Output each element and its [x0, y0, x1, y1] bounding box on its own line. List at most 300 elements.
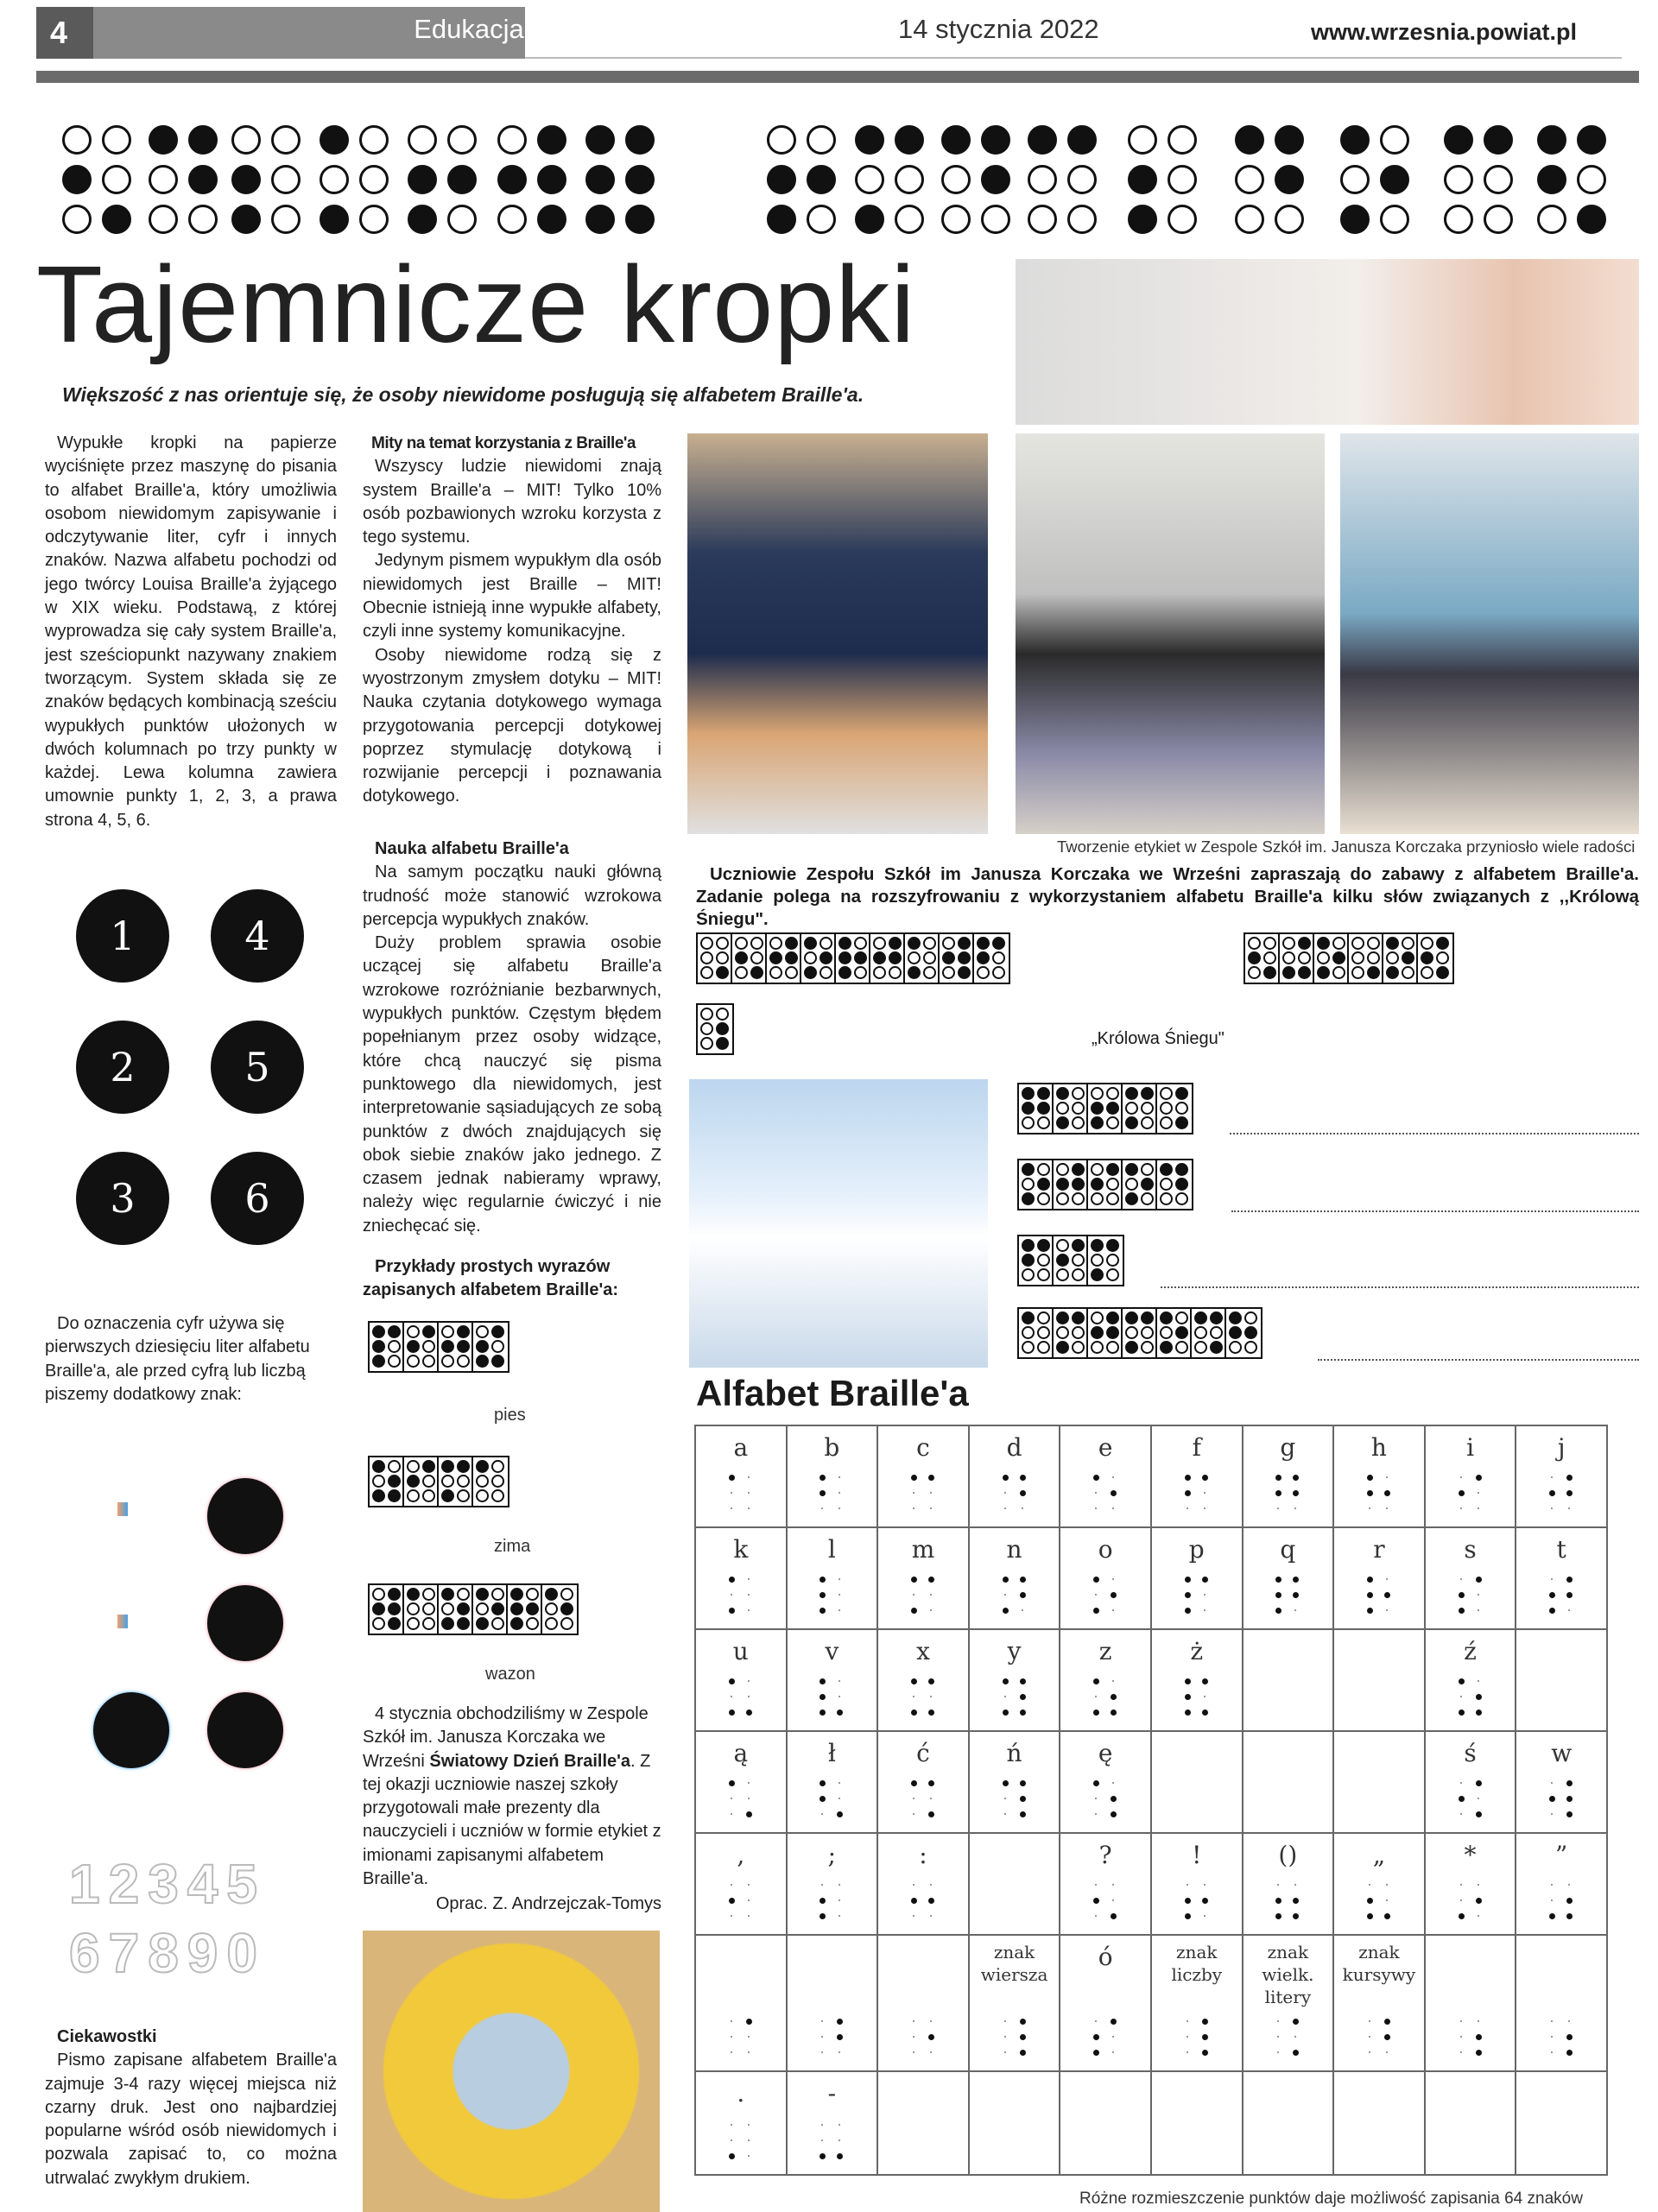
word-zima-braille [368, 1456, 509, 1507]
braille-dot [837, 1811, 843, 1817]
braille-dot [1185, 1694, 1191, 1700]
braille-dot [1112, 1782, 1114, 1784]
braille-dot [457, 1489, 470, 1502]
braille-dot [1566, 1913, 1573, 1919]
braille-dot [497, 125, 527, 155]
puzzle-word-3 [696, 1003, 734, 1055]
alphabet-glyph: c [916, 1433, 930, 1462]
braille-dot [1022, 1192, 1035, 1205]
braille-dot [913, 1594, 914, 1596]
braille-dot [854, 937, 867, 950]
braille-dot [359, 165, 389, 194]
braille-dot [1022, 1116, 1035, 1129]
alphabet-glyph: g [1280, 1433, 1296, 1462]
alphabet-glyph: : [919, 1841, 927, 1869]
braille-dot [731, 2051, 732, 2053]
braille-dot [1056, 1268, 1069, 1281]
braille-dot [359, 205, 389, 234]
braille-dot [1022, 1087, 1035, 1100]
braille-dot [729, 1678, 735, 1684]
cell-number-3: 3 [76, 1152, 169, 1245]
braille-dot [1141, 1341, 1154, 1354]
braille-dot [1282, 966, 1295, 979]
braille-dot [785, 937, 798, 950]
braille-sign [1088, 2015, 1123, 2063]
braille-dot [1204, 1492, 1206, 1494]
alphabet-cell [695, 2071, 787, 2175]
braille-dot [1340, 125, 1370, 155]
braille-sign [724, 1471, 758, 1520]
braille-dot [1037, 1239, 1050, 1252]
braille-dot [1141, 1102, 1154, 1115]
braille-dot [729, 1780, 735, 1786]
braille-dot [1294, 1507, 1296, 1509]
braille-sign [906, 2015, 940, 2063]
braille-dot [1111, 1796, 1117, 1802]
braille-dot [1091, 1326, 1104, 1339]
labels-photo [363, 1931, 660, 2212]
alphabet-glyph: ; [827, 1841, 837, 1869]
braille-sign [1362, 2015, 1396, 2063]
alphabet-glyph: ó [1098, 1943, 1113, 1971]
braille-dot [1091, 1163, 1104, 1176]
braille-dot [729, 2153, 735, 2159]
braille-dot [838, 937, 851, 950]
answer-line-1 [1230, 1133, 1639, 1134]
braille-dot [785, 951, 798, 964]
braille-dot [497, 205, 527, 234]
braille-dot [1125, 1087, 1138, 1100]
braille-dot [1204, 1507, 1206, 1509]
braille-dot [1577, 165, 1606, 194]
braille-dot [1202, 2019, 1208, 2025]
alphabet-cell [1333, 1629, 1425, 1731]
braille-dot [820, 1490, 826, 1496]
alphabet-glyph: , [737, 1841, 745, 1869]
braille-dot [748, 2036, 750, 2038]
braille-dot [1204, 1609, 1206, 1611]
braille-dot [1478, 1492, 1479, 1494]
braille-dot [585, 205, 615, 234]
braille-dot [271, 205, 301, 234]
braille-dot [1037, 1087, 1050, 1100]
braille-sign [906, 1879, 940, 1927]
braille-dot [716, 1037, 729, 1050]
braille-dot [1551, 1782, 1553, 1784]
braille-dot [913, 1813, 914, 1815]
braille-dot [930, 1696, 932, 1697]
braille-sign [997, 1573, 1032, 1621]
braille-dot [837, 2019, 843, 2025]
braille-dot [457, 1340, 470, 1353]
alphabet-cell [1060, 1629, 1151, 1731]
braille-cell [370, 1323, 404, 1371]
alphabet-cell [1151, 1731, 1243, 1833]
puzzle-question-3 [1017, 1235, 1124, 1286]
braille-dot [729, 1577, 735, 1583]
braille-dot [854, 951, 867, 964]
braille-dot [1020, 1592, 1026, 1598]
braille-dot [1551, 2036, 1553, 2038]
curiosities-text: Pismo zapisane alfabetem Braille'a zajmuje 3-4 razy więcej miejsca niż czarny druk. Jest ono najbardziej popularne wśród osób niewidomych i pozwala zapisać to, co można utrwalać zwykłym drukiem. [45, 2051, 337, 2188]
braille-dot [731, 1884, 732, 1886]
braille-dot [1112, 2051, 1114, 2053]
braille-dot [992, 966, 1005, 979]
alphabet-glyph: ć [916, 1739, 930, 1767]
braille-sign [724, 1879, 758, 1927]
braille-dot [1125, 1192, 1138, 1205]
braille-dot [1402, 937, 1414, 950]
braille-cell [370, 1585, 404, 1634]
braille-dot [1551, 1884, 1553, 1886]
braille-dot [1577, 205, 1606, 234]
lead-text: Większość z nas orientuje się, że osoby niewidome posługują się alfabetem Braille'a. [62, 383, 864, 406]
braille-dot [1037, 1254, 1050, 1267]
braille-dot [1093, 1678, 1099, 1684]
braille-dot [1369, 2036, 1370, 2038]
braille-dot [526, 1588, 539, 1601]
braille-cell [1280, 934, 1314, 983]
alphabet-cell [969, 1833, 1060, 1935]
braille-dot [1460, 1884, 1462, 1886]
braille-dot [388, 1588, 401, 1601]
alphabet-glyph: j [1557, 1433, 1566, 1462]
braille-dot [1476, 2034, 1482, 2040]
braille-dot [958, 951, 971, 964]
braille-dot [1112, 1884, 1114, 1886]
braille-cell [1418, 934, 1452, 983]
braille-dot [1175, 1341, 1188, 1354]
braille-dot [510, 1588, 523, 1601]
braille-dot [1551, 2051, 1553, 2053]
braille-dot [923, 951, 936, 964]
braille-dot [1537, 205, 1566, 234]
alphabet-cell [787, 1527, 878, 1629]
braille-dot [700, 966, 713, 979]
braille-dot [1111, 1490, 1117, 1496]
issue-date: 14 stycznia 2022 [898, 14, 1099, 44]
alphabet-cell [877, 1425, 969, 1527]
alphabet-glyph: ę [1098, 1739, 1113, 1767]
braille-dot [908, 937, 921, 950]
braille-dot [1072, 1254, 1085, 1267]
alphabet-cell [877, 2071, 969, 2175]
braille-dot [731, 2124, 732, 2126]
braille-dot [930, 1915, 932, 1917]
braille-dot [1436, 951, 1449, 964]
braille-dot [1185, 1710, 1191, 1716]
braille-dot [1004, 2020, 1006, 2022]
braille-dot [1459, 1913, 1465, 1919]
curiosities [45, 2026, 337, 2190]
braille-dot [1293, 1913, 1299, 1919]
braille-dot [930, 2051, 932, 2053]
braille-dot [1275, 1490, 1281, 1496]
braille-dot [1091, 1239, 1104, 1252]
braille-dot [820, 1608, 826, 1614]
answer-line-3 [1161, 1286, 1639, 1288]
braille-dot [1263, 937, 1276, 950]
alphabet-cell [877, 1731, 969, 1833]
alphabet-cell [1060, 1731, 1151, 1833]
braille-dot [1020, 1710, 1026, 1716]
cell-number-4: 4 [211, 889, 304, 983]
braille-cell [542, 1585, 577, 1634]
braille-dot [1568, 1609, 1570, 1611]
braille-dot [1202, 1577, 1208, 1583]
braille-dot [895, 205, 924, 234]
alphabet-row [695, 1935, 1607, 2071]
braille-dot [1367, 966, 1380, 979]
braille-cell [1537, 125, 1606, 237]
braille-dot [913, 2036, 914, 2038]
braille-dot [1111, 1811, 1117, 1817]
braille-dot [359, 125, 389, 155]
braille-sign [724, 1675, 758, 1723]
braille-dot [1056, 1163, 1069, 1176]
braille-dot [1421, 937, 1433, 950]
braille-dot [1022, 1609, 1023, 1611]
braille-dot [1037, 1178, 1050, 1191]
braille-cell [1340, 125, 1409, 237]
braille-dot [1332, 951, 1345, 964]
braille-dot [491, 1355, 504, 1368]
braille-dot [1106, 1268, 1119, 1281]
braille-sign [1453, 1471, 1488, 1520]
braille-sign [1544, 1777, 1579, 1825]
braille-sign [1180, 1675, 1214, 1723]
photo-caption: Tworzenie etykiet w Zespole Szkół im. Janusza Korczaka przyniosło wiele radości [1057, 837, 1636, 856]
braille-sign [1088, 1777, 1123, 1825]
myth-3: Osoby niewidome rodzą się z wyostrzonym zmysłem dotyku – MIT! Nauka czytania dotykowego wymaga przygotowania percepcji dotykowej poprzez stymulację dotykową i rozwijanie percepcji i poznawania dotykowego. [363, 645, 661, 806]
cell-number-1: 1 [76, 889, 169, 983]
braille-dot [1293, 1577, 1299, 1583]
braille-dot [1072, 1087, 1085, 1100]
braille-dot [838, 1476, 840, 1478]
braille-dot [1095, 2020, 1097, 2022]
braille-dot [1095, 1798, 1097, 1799]
alphabet-glyph: o [1098, 1535, 1113, 1564]
braille-dot [372, 1588, 385, 1601]
braille-dot [1067, 165, 1097, 194]
braille-dot [913, 2020, 914, 2022]
braille-dot [1549, 1796, 1555, 1802]
braille-dot [1003, 1577, 1009, 1583]
braille-sign [1088, 1573, 1123, 1621]
braille-dot [716, 937, 729, 950]
braille-dot [1460, 1578, 1462, 1580]
braille-dot [731, 1696, 732, 1697]
word-zima-label: zima [494, 1537, 531, 1556]
alphabet-cell [695, 1425, 787, 1527]
braille-dot [1294, 2036, 1296, 2038]
braille-dot [748, 1696, 750, 1697]
braille-dot [821, 2139, 823, 2141]
braille-cell [698, 1005, 732, 1053]
puzzle-question-4 [1017, 1307, 1262, 1359]
braille-sign [724, 1777, 758, 1825]
braille-dot [441, 1340, 454, 1353]
braille-dot [1141, 1116, 1154, 1129]
braille-dot [1210, 1326, 1223, 1339]
braille-dot [1175, 1116, 1188, 1129]
braille-dot [560, 1602, 573, 1615]
braille-dot [1248, 951, 1261, 964]
braille-dot [731, 1507, 732, 1509]
braille-dot [1111, 1710, 1117, 1716]
braille-dot [1020, 1811, 1026, 1817]
braille-dot [1095, 1594, 1097, 1596]
alphabet-glyph: z [1098, 1637, 1112, 1665]
braille-sign [1180, 1471, 1214, 1520]
braille-dot [1566, 1577, 1573, 1583]
student-photo-1 [687, 433, 988, 834]
braille-dot [1478, 1915, 1479, 1917]
alphabet-title: Alfabet Braille'a [696, 1373, 969, 1413]
number-sign-dot [207, 1585, 283, 1661]
braille-dot [491, 1325, 504, 1338]
braille-dot [941, 165, 971, 194]
braille-dot [1202, 1898, 1208, 1904]
braille-dot [1037, 1116, 1050, 1129]
examples-heading [363, 1255, 661, 1303]
braille-dot [1091, 1341, 1104, 1354]
alphabet-cell [787, 1731, 878, 1833]
braille-dot [102, 205, 131, 234]
braille-sign [1453, 1573, 1488, 1621]
alphabet-cell [1425, 1425, 1516, 1527]
braille-dot [1175, 1311, 1188, 1324]
braille-dot [149, 125, 178, 155]
braille-dot [422, 1355, 435, 1368]
braille-dot [1072, 1268, 1085, 1281]
braille-cell [62, 125, 131, 237]
braille-cell [439, 1323, 473, 1371]
braille-cell [370, 1457, 404, 1506]
braille-dot [911, 1710, 917, 1716]
braille-dot [1003, 1608, 1009, 1614]
braille-dot [1095, 1507, 1097, 1509]
braille-dot [1476, 1811, 1482, 1817]
braille-dot [735, 966, 748, 979]
braille-dot [1277, 2036, 1279, 2038]
digit-strip-bottom: 67890 [69, 1922, 266, 1984]
braille-dot [1112, 1476, 1114, 1478]
braille-dot [855, 125, 884, 155]
braille-dot [1386, 966, 1399, 979]
word-pies-label: pies [494, 1406, 526, 1425]
braille-dot [1210, 1341, 1223, 1354]
braille-dot [838, 2124, 840, 2126]
braille-dot [748, 1915, 750, 1917]
braille-cell [1192, 1309, 1226, 1357]
braille-dot [821, 2124, 823, 2126]
braille-dot [441, 1460, 454, 1473]
braille-dot [1141, 1311, 1154, 1324]
braille-dot [1476, 1577, 1482, 1583]
braille-dot [1125, 1341, 1138, 1354]
braille-dot [1202, 1475, 1208, 1481]
braille-dot [942, 951, 955, 964]
braille-dot [1056, 1239, 1069, 1252]
braille-dot [1436, 966, 1449, 979]
braille-dot [1384, 2019, 1390, 2025]
myths-title: Mity na temat korzystania z Braille'a [371, 434, 636, 452]
learning-p1: Na samym początku nauki główną trudność może stanowić wzrokowa percepcja wypukłych znaków. [363, 863, 661, 929]
braille-dot [913, 2051, 914, 2053]
braille-cell [473, 1585, 508, 1634]
braille-dot [838, 1594, 840, 1596]
alphabet-glyph: y [1007, 1637, 1022, 1665]
braille-dot [560, 1617, 573, 1630]
braille-dot [1106, 1239, 1119, 1252]
braille-dot [1478, 1507, 1479, 1509]
braille-cell [941, 125, 1010, 237]
braille-dot [700, 937, 713, 950]
braille-dot [497, 165, 527, 194]
braille-dot [537, 205, 566, 234]
braille-sign [1453, 1777, 1488, 1825]
braille-dot [1386, 2051, 1388, 2053]
braille-dot [1067, 125, 1097, 155]
braille-dot [1293, 2050, 1299, 2056]
braille-dot [1421, 966, 1433, 979]
braille-dot [1093, 1577, 1099, 1583]
braille-dot [1022, 1178, 1035, 1191]
braille-dot [1367, 937, 1380, 950]
braille-dot [1367, 1898, 1373, 1904]
alphabet-cell [1060, 1935, 1151, 2071]
braille-dot [1248, 937, 1261, 950]
alphabet-glyph: ź [1464, 1637, 1477, 1665]
braille-dot [1091, 1102, 1104, 1115]
braille-dot [1460, 1899, 1462, 1901]
braille-dot [1185, 1608, 1191, 1614]
alphabet-row [695, 1425, 1607, 1527]
braille-cell [1054, 1084, 1088, 1133]
alphabet-cell [1516, 1527, 1607, 1629]
braille-dot [1386, 937, 1399, 950]
braille-dot [1093, 1608, 1099, 1614]
braille-dot [746, 2019, 752, 2025]
braille-cell [1128, 125, 1197, 237]
braille-dot [320, 165, 349, 194]
alphabet-cell [695, 1833, 787, 1935]
alphabet-cell [877, 1935, 969, 2071]
alphabet-cell [1425, 1629, 1516, 1731]
braille-dot [1282, 951, 1295, 964]
braille-sign [1544, 2015, 1579, 2063]
site-url[interactable]: www.wrzesnia.powiat.pl [1311, 19, 1578, 45]
number-sign-diagram [69, 1468, 328, 1796]
braille-dot [820, 1577, 826, 1583]
braille-dot [748, 1578, 750, 1580]
braille-dot [1202, 2034, 1208, 2040]
braille-dot [941, 125, 971, 155]
braille-dot [767, 125, 796, 155]
braille-dot [1125, 1326, 1138, 1339]
braille-dot [930, 1492, 932, 1494]
examples-title: Przykłady prostych wyrazów zapisanych alfabetem Braille'a: [363, 1257, 618, 1300]
alphabet-cell [1333, 2071, 1425, 2175]
braille-sign [1544, 1573, 1579, 1621]
braille-dot [873, 966, 886, 979]
braille-dot [1367, 1592, 1373, 1598]
braille-dot [1095, 1813, 1097, 1815]
braille-dot [1004, 1507, 1006, 1509]
braille-dot [1277, 1884, 1279, 1886]
braille-dot [407, 1460, 420, 1473]
